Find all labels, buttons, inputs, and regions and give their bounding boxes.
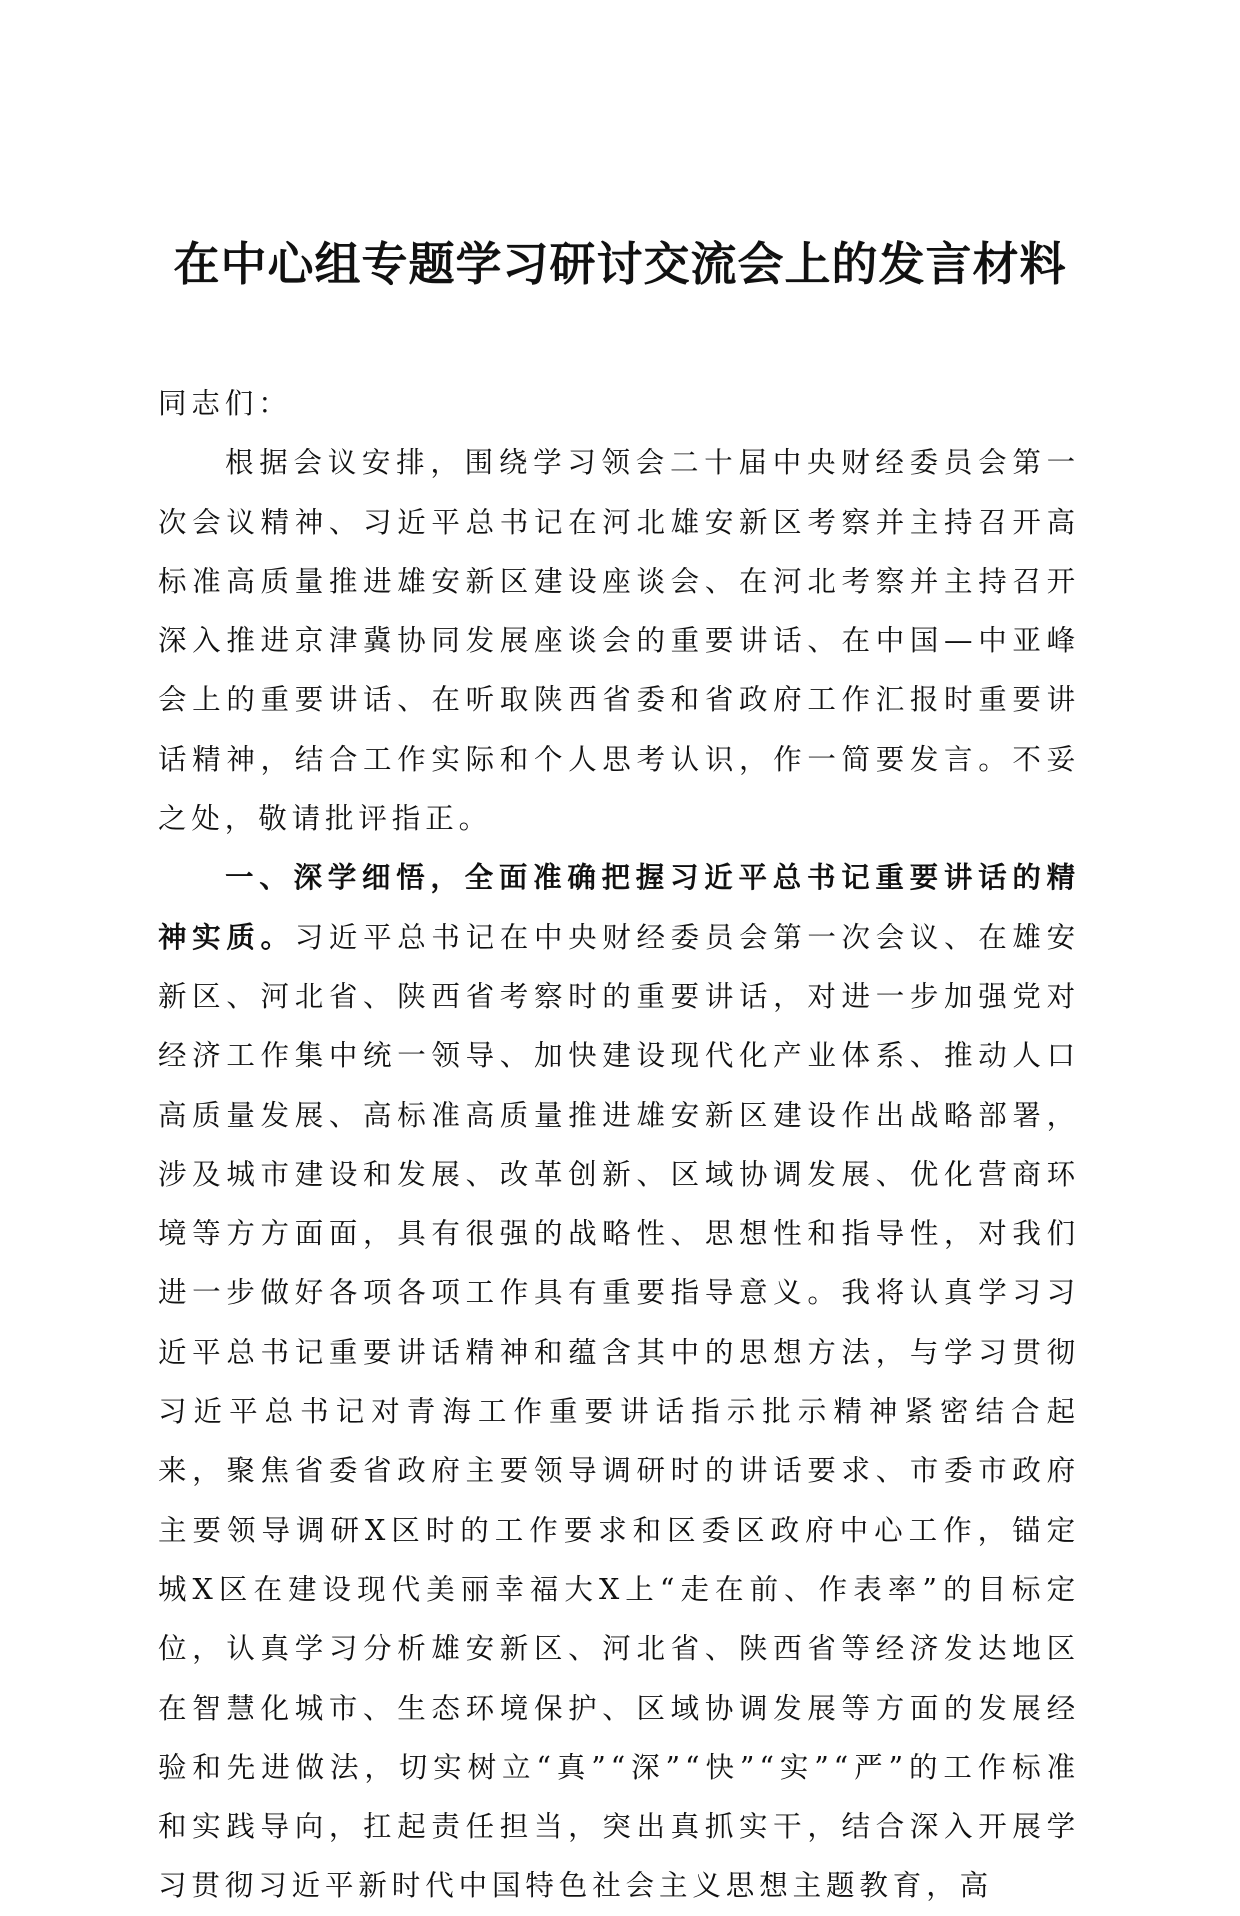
document-body <box>158 374 1080 1916</box>
section-1-heading: 一、深学细悟，全面准确把握习近平总书记重要讲话的精神实质。 <box>158 860 1080 954</box>
salutation: 同志们： <box>158 387 292 420</box>
intro-paragraph: 根据会议安排，围绕学习领会二十届中央财经委员会第一次会议精神、习近平总书记在河北雄安新区考察并主持召开高标准高质量推进雄安新区建设座谈会、在河北考察并主持召开深入推进京津冀协同发展座谈会的重要讲话、在中国—中亚峰会上的重要讲话、在听取陕西省委和省政府工作汇报时重要讲话精神，结合工作实际和个人思考认识，作一简要发言。不妥之处，敬请批评指正。 <box>158 446 1080 836</box>
document-title: 在中心组专题学习研讨交流会上的发言材料 <box>173 237 1067 291</box>
section-1-text: 习近平总书记在中央财经委员会第一次会议、在雄安新区、河北省、陕西省考察时的重要讲话，对进一步加强党对经济工作集中统一领导、加快建设现代化产业体系、推动人口高质量发展、高标准高质量推进雄安新区建设作出战略部署，涉及城市建设和发展、改革创新、区域协调发展、优化营商环境等方方面面，具有很强的战略性、思想性和指导性，对我们进一步做好各项各项工作具有重要指导意义。我将认真学习习近平总书记重要讲话精神和蕴含其中的思想方法，与学习贯彻习近平总书记对青海工作重要讲话指示批示精神紧密结合起来，聚焦省委省政府主要领导调研时的讲话要求、市委市政府主要领导调研X区时的工作要求和区委区政府中心工作，锚定城X区在建设现代美丽幸福大X上“走在前、作表率”的目标定位，认真学习分析雄安新区、河北省、陕西省等经济发达地区在智慧化城市、生态环境保护、区域协调发展等方面的发展经验和先进做法，切实树立“真”“深”“快”“实”“严”的工作标准和实践导向，扛起责任担当，突出真抓实干，结合深入开展学习贯彻习近平新时代中国特色社会主义思想主题教育，高 <box>158 920 1081 1903</box>
section-1-paragraph <box>158 848 1080 1915</box>
